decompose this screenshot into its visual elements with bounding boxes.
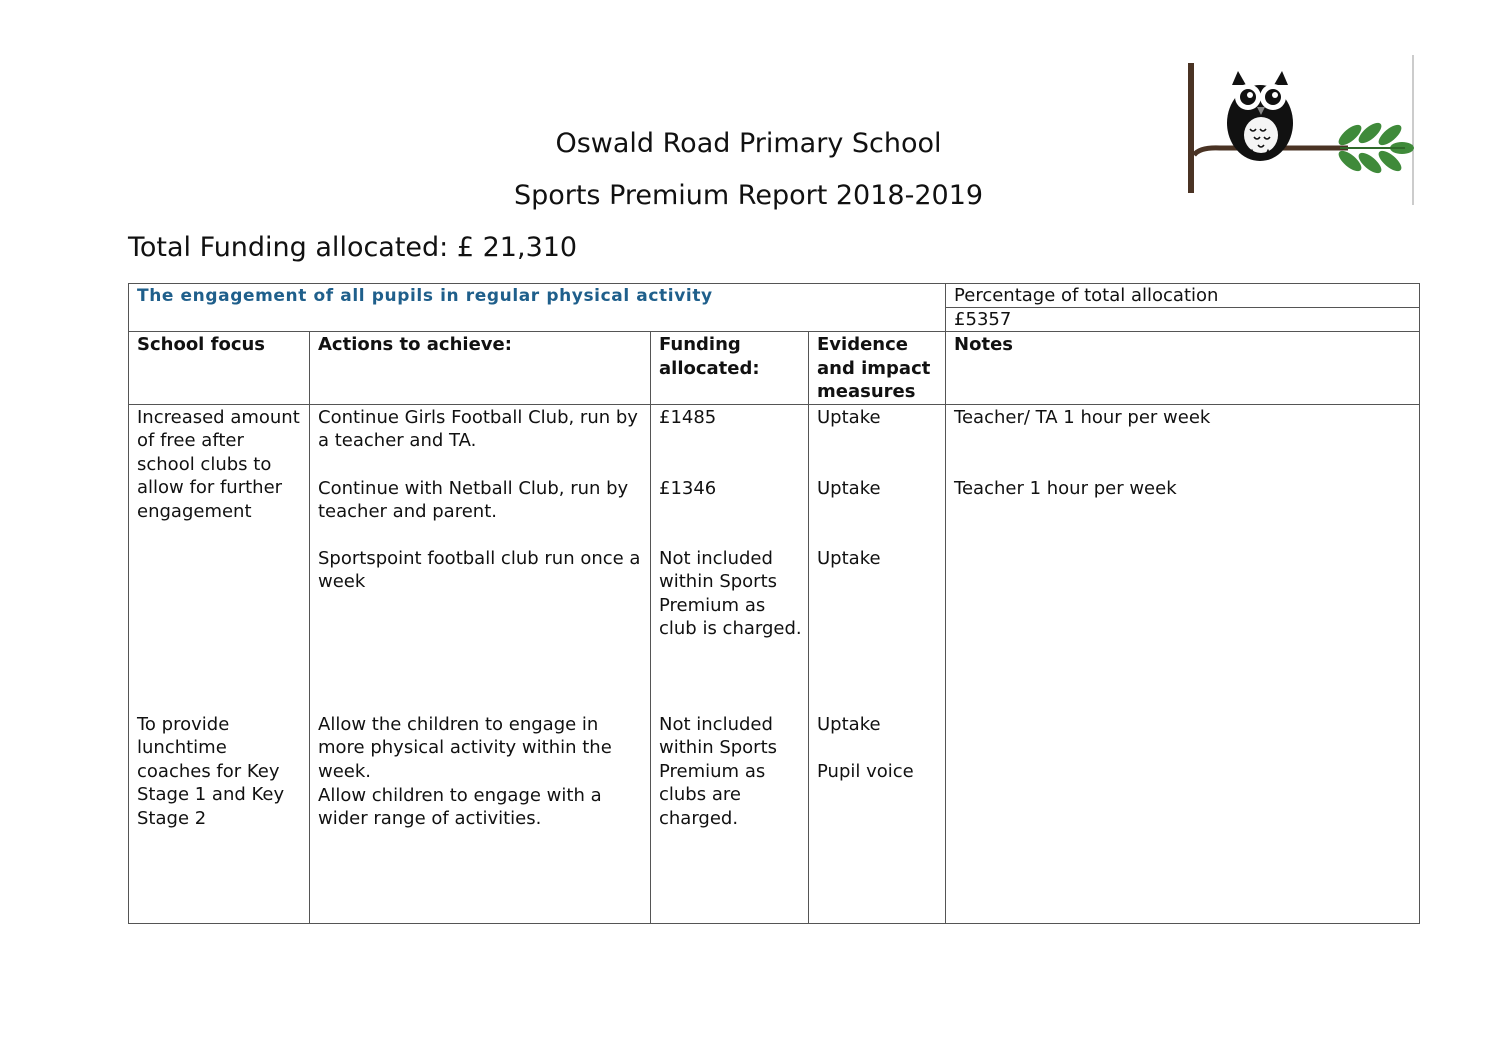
school-name: Oswald Road Primary School [555,128,942,159]
funding-item: £1346 [659,477,717,499]
funding-item: Not included within Sports Premium as clubs are charged. [659,713,778,829]
col-actions: Actions to achieve: [310,332,651,405]
total-funding: Total Funding allocated: £ 21,310 [128,232,578,263]
notes-item: Teacher 1 hour per week [954,477,1177,499]
focus-cell [129,404,310,923]
col-funding: Funding allocated: [651,332,809,405]
funding-item: £1485 [659,406,717,428]
col-evidence: Evidence and impact measures [809,332,946,405]
report-title: Sports Premium Report 2018-2019 [513,180,984,211]
action-item: Sportspoint football club run once a week [318,547,641,592]
area-row [129,284,1420,308]
notes-cell [946,404,1420,923]
col-notes: Notes [946,332,1420,405]
evidence-item: Uptake [817,547,881,569]
action-item: Allow children to engage with a wider range of activities. [318,784,602,829]
evidence-item: Uptake [817,713,881,735]
col-school-focus: School focus [129,332,310,405]
evidence-item: Uptake [817,406,881,428]
funding-cell [651,404,809,923]
table-row [129,404,1420,923]
sports-premium-table [128,283,1420,924]
actions-cell [310,404,651,923]
evidence-cell [809,404,946,923]
percentage-label: Percentage of total allocation [946,284,1420,308]
action-item: Continue with Netball Club, run by teacher and parent. [318,477,629,522]
funding-item: Not included within Sports Premium as club is charged. [659,547,802,639]
action-item: Allow the children to engage in more physical activity within the week. [318,713,612,782]
evidence-item: Uptake [817,477,881,499]
action-item: Continue Girls Football Club, run by a teacher and TA. [318,406,638,451]
evidence-item: Pupil voice [817,760,914,782]
focus-item: Increased amount of free after school clubs to allow for further engagement [137,406,300,522]
focus-item: To provide lunchtime coaches for Key Stage 1 and Key Stage 2 [137,713,285,829]
column-header-row [129,332,1420,405]
area-heading: The engagement of all pupils in regular physical activity [129,284,946,332]
percentage-value: £5357 [946,308,1420,332]
notes-item: Teacher/ TA 1 hour per week [954,406,1211,428]
